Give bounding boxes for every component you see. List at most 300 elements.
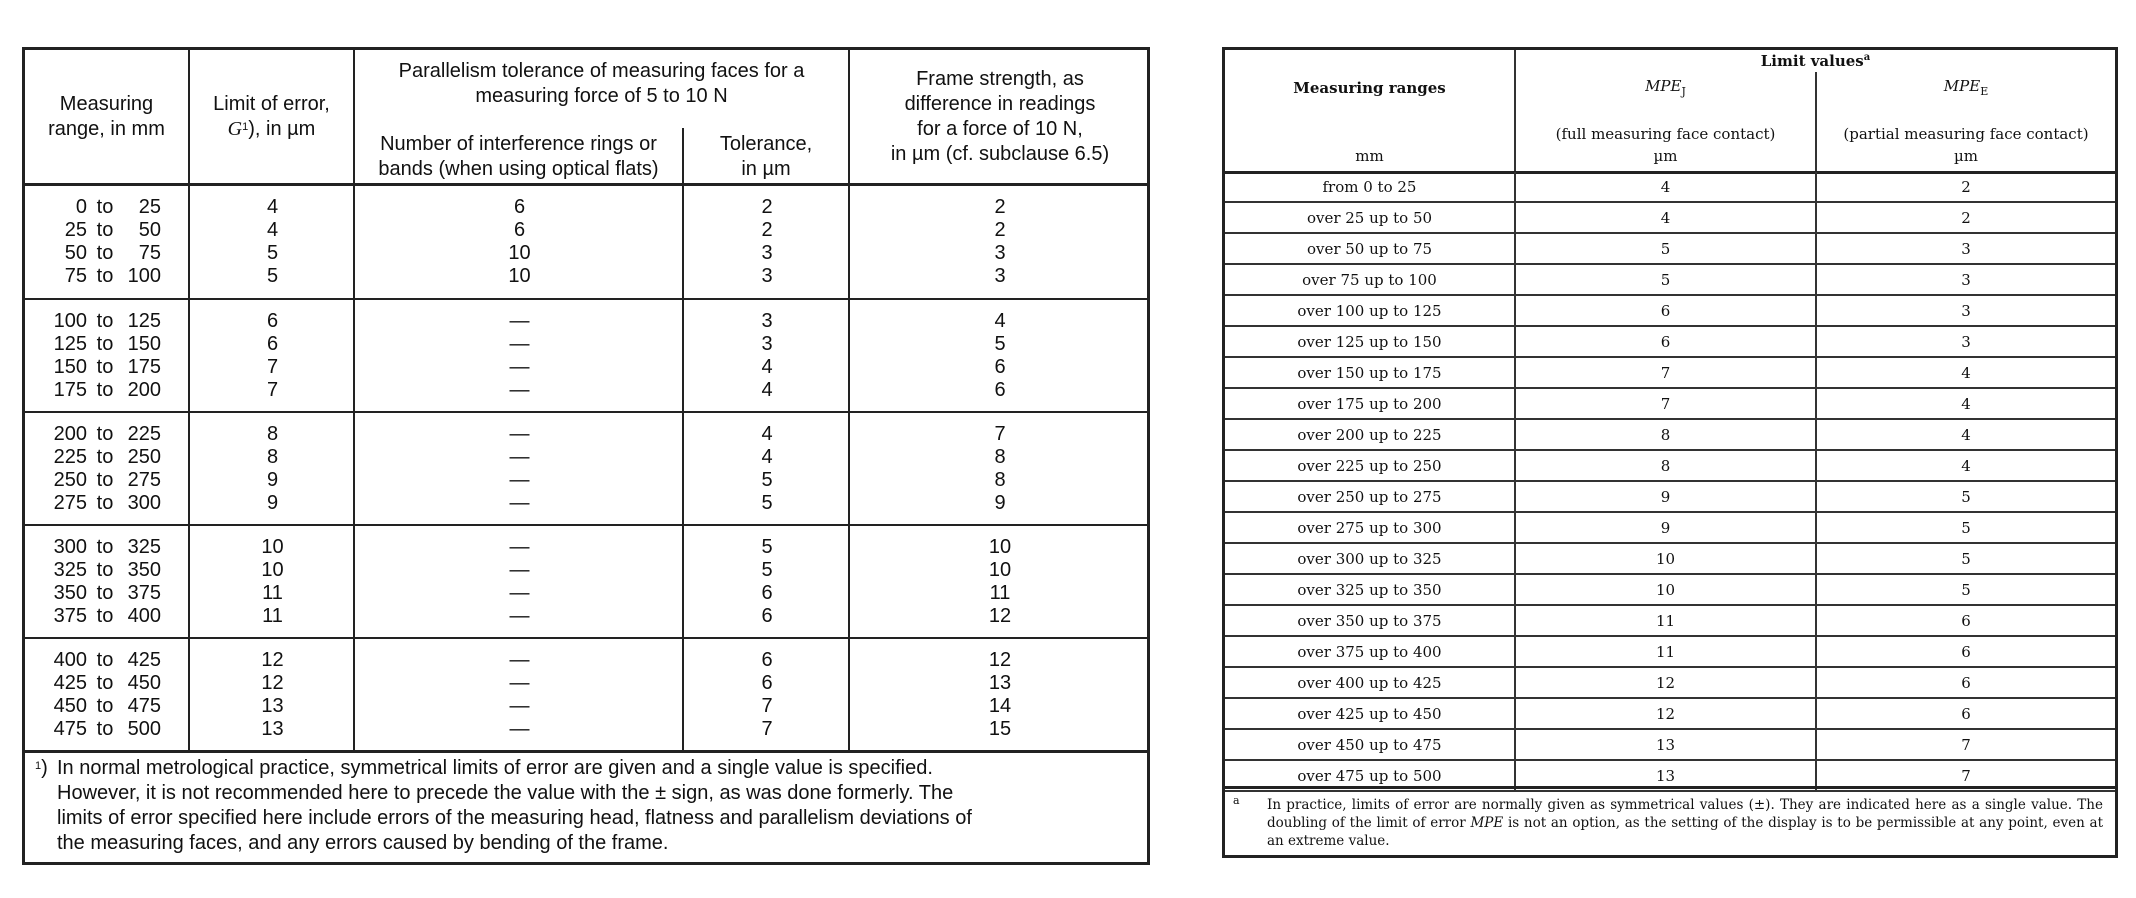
range-to-word: to bbox=[96, 582, 114, 604]
table-row bbox=[1225, 357, 2115, 388]
range-to: 275 bbox=[127, 469, 161, 491]
table-row bbox=[1225, 667, 2115, 698]
cell-limit: 5 bbox=[266, 242, 279, 264]
cell-measuring-range bbox=[25, 219, 161, 242]
range-to: 250 bbox=[127, 446, 161, 468]
header-unit-mm: mm bbox=[1355, 147, 1384, 165]
column-limit bbox=[190, 536, 355, 628]
cell-measuring-range: over 175 up to 200 bbox=[1225, 388, 1515, 419]
footnote-text-part: In practice, limits of error are normally given as symmetrical values (±). They are indicated here as a single value. The doubling of the limit of error bbox=[1267, 797, 2103, 831]
cell-measuring-range: over 250 up to 275 bbox=[1225, 481, 1515, 512]
cell-tolerance: 5 bbox=[761, 492, 773, 514]
footnote-mark: a bbox=[1233, 794, 1240, 807]
cell-mpe-j: 13 bbox=[1515, 760, 1816, 791]
cell-measuring-range bbox=[25, 379, 161, 402]
range-to-word: to bbox=[96, 446, 114, 468]
cell-rings: — bbox=[509, 695, 530, 717]
cell-mpe-j: 7 bbox=[1515, 357, 1816, 388]
cell-limit: 10 bbox=[261, 536, 284, 558]
cell-limit: 8 bbox=[266, 423, 279, 445]
table-row bbox=[1225, 202, 2115, 233]
group-rule bbox=[25, 524, 1147, 526]
cell-mpe-e: 4 bbox=[1816, 450, 2115, 481]
cell-rings: 6 bbox=[513, 219, 526, 241]
cell-measuring-range bbox=[25, 446, 161, 469]
header-parallelism-tolerance bbox=[355, 54, 848, 114]
header-rule bbox=[25, 183, 1147, 186]
cell-tolerance: 7 bbox=[761, 695, 773, 717]
cell-rings: — bbox=[509, 582, 530, 604]
header-unit-um: µm bbox=[1954, 147, 1978, 165]
cell-mpe-j: 8 bbox=[1515, 419, 1816, 450]
column-range bbox=[25, 196, 161, 288]
range-from: 175 bbox=[53, 379, 87, 401]
table-row bbox=[1225, 481, 2115, 512]
cell-frame: 7 bbox=[994, 423, 1006, 445]
header-text: MPE bbox=[1943, 77, 1981, 95]
column-frame bbox=[850, 649, 1150, 741]
header-mpe-j-desc: (full measuring face contact) bbox=[1555, 125, 1776, 143]
cell-mpe-j: 5 bbox=[1515, 264, 1816, 295]
range-to-word: to bbox=[96, 379, 114, 401]
cell-mpe-e: 7 bbox=[1816, 760, 2115, 791]
cell-mpe-e: 6 bbox=[1816, 605, 2115, 636]
column-limit bbox=[190, 649, 355, 741]
cell-tolerance: 6 bbox=[761, 605, 773, 627]
cell-rings: — bbox=[509, 718, 530, 740]
cell-frame: 12 bbox=[988, 649, 1012, 671]
footnote-line: In normal metrological practice, symmetrical limits of error are given and a single value is specified. bbox=[57, 757, 933, 779]
footnote-rule bbox=[1225, 786, 2115, 789]
header-text: Frame strength, as bbox=[916, 68, 1084, 90]
cell-frame: 15 bbox=[988, 718, 1012, 740]
header-text: Parallelism tolerance of measuring faces for a bbox=[398, 60, 805, 82]
range-to: 325 bbox=[127, 536, 161, 558]
range-to: 150 bbox=[127, 333, 161, 355]
cell-limit: 6 bbox=[266, 333, 279, 355]
header-text: bands (when using optical flats) bbox=[378, 158, 659, 180]
cell-mpe-j: 6 bbox=[1515, 295, 1816, 326]
range-to-word: to bbox=[96, 219, 114, 241]
cell-mpe-e: 6 bbox=[1816, 667, 2115, 698]
limit-values-body bbox=[1225, 172, 2115, 792]
table-row bbox=[1225, 729, 2115, 760]
footnote-mark bbox=[35, 756, 48, 781]
column-rings bbox=[355, 310, 684, 402]
range-to: 400 bbox=[127, 605, 161, 627]
column-frame bbox=[850, 423, 1150, 515]
cell-limit: 13 bbox=[261, 695, 284, 717]
cell-rings: — bbox=[509, 379, 530, 401]
range-from: 25 bbox=[64, 219, 87, 241]
cell-frame: 2 bbox=[994, 219, 1006, 241]
range-from: 325 bbox=[53, 559, 87, 581]
cell-measuring-range: over 275 up to 300 bbox=[1225, 512, 1515, 543]
cell-measuring-range: over 400 up to 425 bbox=[1225, 667, 1515, 698]
range-from: 450 bbox=[53, 695, 87, 717]
table-row bbox=[1225, 574, 2115, 605]
cell-limit: 9 bbox=[266, 492, 279, 514]
cell-mpe-j: 9 bbox=[1515, 481, 1816, 512]
cell-limit: 13 bbox=[261, 718, 284, 740]
cell-mpe-j: 10 bbox=[1515, 574, 1816, 605]
cell-limit: 10 bbox=[261, 559, 284, 581]
header-text: measuring force of 5 to 10 N bbox=[475, 85, 728, 107]
cell-frame: 6 bbox=[994, 356, 1006, 378]
cell-tolerance: 6 bbox=[761, 582, 773, 604]
range-to: 200 bbox=[127, 379, 161, 401]
cell-frame: 3 bbox=[994, 265, 1006, 287]
cell-mpe-e: 5 bbox=[1816, 543, 2115, 574]
range-from: 375 bbox=[53, 605, 87, 627]
column-rings bbox=[355, 423, 684, 515]
header-mpe-j bbox=[1516, 77, 1815, 98]
symbol-g: G bbox=[227, 118, 243, 140]
cell-rings: — bbox=[509, 649, 530, 671]
cell-measuring-range bbox=[25, 242, 161, 265]
cell-measuring-range bbox=[25, 333, 161, 356]
range-to: 50 bbox=[138, 219, 161, 241]
cell-tolerance: 4 bbox=[761, 356, 773, 378]
cell-measuring-range bbox=[25, 695, 161, 718]
range-to: 350 bbox=[127, 559, 161, 581]
cell-measuring-range: over 200 up to 225 bbox=[1225, 419, 1515, 450]
header-text: in µm (cf. subclause 6.5) bbox=[890, 143, 1110, 165]
cell-mpe-j: 10 bbox=[1515, 543, 1816, 574]
header-text: Measuring bbox=[59, 93, 154, 115]
cell-measuring-range: over 325 up to 350 bbox=[1225, 574, 1515, 605]
cell-rings: — bbox=[509, 605, 530, 627]
cell-measuring-range: over 475 up to 500 bbox=[1225, 760, 1515, 791]
column-tolerance bbox=[684, 649, 850, 741]
header-interference-rings bbox=[355, 130, 682, 184]
limits-of-error-table-din bbox=[22, 47, 1150, 865]
cell-limit: 12 bbox=[261, 672, 284, 694]
cell-limit: 4 bbox=[266, 196, 279, 218]
column-limit bbox=[190, 196, 355, 288]
cell-frame: 10 bbox=[988, 536, 1012, 558]
cell-mpe-j: 11 bbox=[1515, 605, 1816, 636]
header-measuring-ranges: Measuring ranges bbox=[1293, 79, 1446, 97]
cell-mpe-j: 13 bbox=[1515, 729, 1816, 760]
cell-limit: 11 bbox=[262, 582, 283, 604]
footnote-line: limits of error specified here include errors of the measuring head, flatness and parallelism deviations of bbox=[57, 807, 972, 829]
range-to-word: to bbox=[96, 242, 114, 264]
range-to: 375 bbox=[127, 582, 161, 604]
cell-tolerance: 7 bbox=[761, 718, 773, 740]
cell-limit: 12 bbox=[261, 649, 284, 671]
cell-measuring-range bbox=[25, 196, 161, 219]
cell-measuring-range: over 150 up to 175 bbox=[1225, 357, 1515, 388]
cell-frame: 12 bbox=[988, 605, 1012, 627]
cell-tolerance: 5 bbox=[761, 469, 773, 491]
table-row bbox=[1225, 543, 2115, 574]
range-to: 500 bbox=[127, 718, 161, 740]
footnote-rule bbox=[25, 750, 1147, 753]
cell-rings: — bbox=[509, 492, 530, 514]
table-row bbox=[1225, 636, 2115, 667]
column-limit bbox=[190, 423, 355, 515]
range-to: 300 bbox=[127, 492, 161, 514]
subscript: E bbox=[1980, 85, 1989, 98]
cell-tolerance: 4 bbox=[761, 379, 773, 401]
group-rule bbox=[25, 298, 1147, 300]
column-rings bbox=[355, 649, 684, 741]
range-to-word: to bbox=[96, 718, 114, 740]
cell-limit: 5 bbox=[266, 265, 279, 287]
cell-measuring-range bbox=[25, 536, 161, 559]
cell-tolerance: 6 bbox=[761, 649, 773, 671]
table-row bbox=[1225, 419, 2115, 450]
cell-frame: 14 bbox=[988, 695, 1012, 717]
footnote-line: However, it is not recommended here to precede the value with the ± sign, as was done formerly. The bbox=[57, 782, 954, 804]
cell-mpe-e: 5 bbox=[1816, 481, 2115, 512]
range-from: 275 bbox=[53, 492, 87, 514]
cell-limit: 7 bbox=[266, 379, 279, 401]
cell-mpe-e: 5 bbox=[1816, 512, 2115, 543]
range-to: 25 bbox=[138, 196, 161, 218]
cell-measuring-range: over 225 up to 250 bbox=[1225, 450, 1515, 481]
cell-frame: 13 bbox=[988, 672, 1012, 694]
column-tolerance bbox=[684, 196, 850, 288]
footnote-ref: 1 bbox=[242, 121, 249, 133]
cell-measuring-range: over 450 up to 475 bbox=[1225, 729, 1515, 760]
cell-mpe-j: 12 bbox=[1515, 698, 1816, 729]
cell-mpe-j: 11 bbox=[1515, 636, 1816, 667]
limit-values-table-mpe bbox=[1222, 47, 2118, 858]
range-from: 100 bbox=[53, 310, 87, 332]
cell-limit: 7 bbox=[266, 356, 279, 378]
range-to: 475 bbox=[127, 695, 161, 717]
cell-frame: 5 bbox=[994, 333, 1006, 355]
cell-mpe-e: 2 bbox=[1816, 202, 2115, 233]
cell-mpe-e: 3 bbox=[1816, 233, 2115, 264]
header-text: difference in readings bbox=[904, 93, 1096, 115]
footnote bbox=[1233, 796, 2103, 850]
table-row bbox=[1225, 388, 2115, 419]
cell-rings: — bbox=[509, 333, 530, 355]
range-from: 125 bbox=[53, 333, 87, 355]
column-rings bbox=[355, 536, 684, 628]
header-measuring-range bbox=[25, 50, 188, 184]
cell-measuring-range bbox=[25, 423, 161, 446]
range-to: 100 bbox=[127, 265, 161, 287]
cell-limit: 9 bbox=[266, 469, 279, 491]
range-from: 350 bbox=[53, 582, 87, 604]
footnote-mark-paren: ) bbox=[41, 757, 48, 779]
group-rule bbox=[25, 637, 1147, 639]
column-frame bbox=[850, 196, 1150, 288]
cell-tolerance: 5 bbox=[761, 559, 773, 581]
cell-mpe-e: 6 bbox=[1816, 698, 2115, 729]
column-tolerance bbox=[684, 310, 850, 402]
cell-mpe-e: 6 bbox=[1816, 636, 2115, 667]
range-to-word: to bbox=[96, 423, 114, 445]
cell-measuring-range bbox=[25, 649, 161, 672]
range-from: 425 bbox=[53, 672, 87, 694]
table-row bbox=[1225, 326, 2115, 357]
column-rings bbox=[355, 196, 684, 288]
table-row bbox=[1225, 698, 2115, 729]
header-text: ), in µm bbox=[248, 118, 316, 140]
cell-measuring-range bbox=[25, 469, 161, 492]
column-frame bbox=[850, 310, 1150, 402]
table-row bbox=[1225, 233, 2115, 264]
cell-mpe-e: 3 bbox=[1816, 295, 2115, 326]
header-unit-um: µm bbox=[1653, 147, 1678, 165]
cell-frame: 10 bbox=[988, 559, 1012, 581]
cell-mpe-e: 2 bbox=[1816, 172, 2115, 202]
cell-mpe-e: 4 bbox=[1816, 357, 2115, 388]
table-row bbox=[1225, 450, 2115, 481]
cell-mpe-e: 7 bbox=[1816, 729, 2115, 760]
range-from: 400 bbox=[53, 649, 87, 671]
cell-limit: 8 bbox=[266, 446, 279, 468]
range-from: 0 bbox=[75, 196, 87, 218]
cell-measuring-range: over 125 up to 150 bbox=[1225, 326, 1515, 357]
range-to: 125 bbox=[127, 310, 161, 332]
cell-measuring-range bbox=[25, 582, 161, 605]
cell-mpe-j: 6 bbox=[1515, 326, 1816, 357]
cell-rings: — bbox=[509, 469, 530, 491]
header-text: Limit of error, bbox=[213, 93, 330, 115]
cell-tolerance: 3 bbox=[761, 242, 773, 264]
cell-rings: — bbox=[509, 356, 530, 378]
range-from: 50 bbox=[64, 242, 87, 264]
range-to-word: to bbox=[96, 310, 114, 332]
cell-mpe-e: 3 bbox=[1816, 264, 2115, 295]
range-to-word: to bbox=[96, 559, 114, 581]
range-to-word: to bbox=[96, 672, 114, 694]
range-to-word: to bbox=[96, 536, 114, 558]
cell-measuring-range: over 75 up to 100 bbox=[1225, 264, 1515, 295]
cell-tolerance: 3 bbox=[761, 333, 773, 355]
table-row bbox=[1225, 264, 2115, 295]
header-limit-of-error bbox=[190, 50, 353, 184]
header-text bbox=[228, 117, 316, 142]
range-to-word: to bbox=[96, 492, 114, 514]
cell-mpe-j: 5 bbox=[1515, 233, 1816, 264]
cell-tolerance: 4 bbox=[761, 446, 773, 468]
cell-frame: 8 bbox=[994, 446, 1006, 468]
cell-limit: 6 bbox=[266, 310, 279, 332]
cell-measuring-range: from 0 to 25 bbox=[1225, 172, 1515, 202]
cell-frame: 6 bbox=[994, 379, 1006, 401]
cell-measuring-range: over 375 up to 400 bbox=[1225, 636, 1515, 667]
range-to-word: to bbox=[96, 333, 114, 355]
header-frame-strength bbox=[850, 50, 1150, 184]
cell-mpe-j: 7 bbox=[1515, 388, 1816, 419]
range-to: 75 bbox=[138, 242, 161, 264]
cell-tolerance: 5 bbox=[761, 536, 773, 558]
range-to-word: to bbox=[96, 605, 114, 627]
column-tolerance bbox=[684, 536, 850, 628]
cell-tolerance: 2 bbox=[761, 196, 773, 218]
cell-measuring-range bbox=[25, 605, 161, 628]
cell-frame: 3 bbox=[994, 242, 1006, 264]
header-text: range, in mm bbox=[48, 118, 165, 140]
subscript: J bbox=[1681, 85, 1686, 98]
range-from: 75 bbox=[64, 265, 87, 287]
group-rule bbox=[25, 411, 1147, 413]
cell-frame: 8 bbox=[994, 469, 1006, 491]
cell-tolerance: 3 bbox=[761, 310, 773, 332]
range-to-word: to bbox=[96, 695, 114, 717]
range-to-word: to bbox=[96, 649, 114, 671]
column-range bbox=[25, 423, 161, 515]
cell-frame: 11 bbox=[989, 582, 1011, 604]
header-text: Number of interference rings or bbox=[380, 133, 657, 155]
cell-mpe-e: 4 bbox=[1816, 388, 2115, 419]
header-text: Tolerance, bbox=[719, 133, 813, 155]
footnote-line: the measuring faces, and any errors caused by bending of the frame. bbox=[57, 832, 669, 854]
cell-tolerance: 4 bbox=[761, 423, 773, 445]
cell-tolerance: 3 bbox=[761, 265, 773, 287]
range-from: 225 bbox=[53, 446, 87, 468]
cell-measuring-range: over 50 up to 75 bbox=[1225, 233, 1515, 264]
cell-measuring-range bbox=[25, 492, 161, 515]
footnote-text-part: is not an option, as the setting of the display is to be permissible at any point, even at an extreme value. bbox=[1267, 815, 2103, 849]
footnote bbox=[35, 756, 1137, 856]
range-from: 250 bbox=[53, 469, 87, 491]
cell-rings: — bbox=[509, 672, 530, 694]
column-limit bbox=[190, 310, 355, 402]
column-range bbox=[25, 310, 161, 402]
table-row bbox=[1225, 172, 2115, 202]
cell-mpe-e: 5 bbox=[1816, 574, 2115, 605]
footnote-text-mpe: MPE bbox=[1470, 815, 1504, 831]
range-to-word: to bbox=[96, 265, 114, 287]
cell-frame: 2 bbox=[994, 196, 1006, 218]
column-range bbox=[25, 536, 161, 628]
cell-mpe-j: 12 bbox=[1515, 667, 1816, 698]
column-frame bbox=[850, 536, 1150, 628]
cell-rings: — bbox=[509, 446, 530, 468]
range-from: 475 bbox=[53, 718, 87, 740]
table-row bbox=[1225, 295, 2115, 326]
cell-tolerance: 2 bbox=[761, 219, 773, 241]
cell-measuring-range: over 425 up to 450 bbox=[1225, 698, 1515, 729]
cell-mpe-j: 8 bbox=[1515, 450, 1816, 481]
cell-measuring-range bbox=[25, 356, 161, 379]
range-to-word: to bbox=[96, 196, 114, 218]
cell-rings: 10 bbox=[508, 242, 531, 264]
cell-mpe-j: 9 bbox=[1515, 512, 1816, 543]
column-range bbox=[25, 649, 161, 741]
cell-mpe-e: 4 bbox=[1816, 419, 2115, 450]
cell-measuring-range: over 300 up to 325 bbox=[1225, 543, 1515, 574]
table-row bbox=[1225, 605, 2115, 636]
range-from: 200 bbox=[53, 423, 87, 445]
cell-measuring-range bbox=[25, 310, 161, 333]
cell-frame: 4 bbox=[994, 310, 1006, 332]
cell-frame: 9 bbox=[994, 492, 1006, 514]
range-to: 225 bbox=[127, 423, 161, 445]
cell-rings: 6 bbox=[513, 196, 526, 218]
header-mpe-e bbox=[1817, 77, 2115, 98]
cell-rings: — bbox=[509, 310, 530, 332]
cell-tolerance: 6 bbox=[761, 672, 773, 694]
cell-mpe-e: 3 bbox=[1816, 326, 2115, 357]
header-text: MPE bbox=[1645, 77, 1682, 95]
cell-rings: — bbox=[509, 423, 530, 445]
cell-measuring-range: over 100 up to 125 bbox=[1225, 295, 1515, 326]
range-to: 425 bbox=[127, 649, 161, 671]
cell-measuring-range: over 25 up to 50 bbox=[1225, 202, 1515, 233]
cell-measuring-range bbox=[25, 672, 161, 695]
header-text: in µm bbox=[741, 158, 791, 180]
header-text: Limit values bbox=[1760, 52, 1864, 70]
